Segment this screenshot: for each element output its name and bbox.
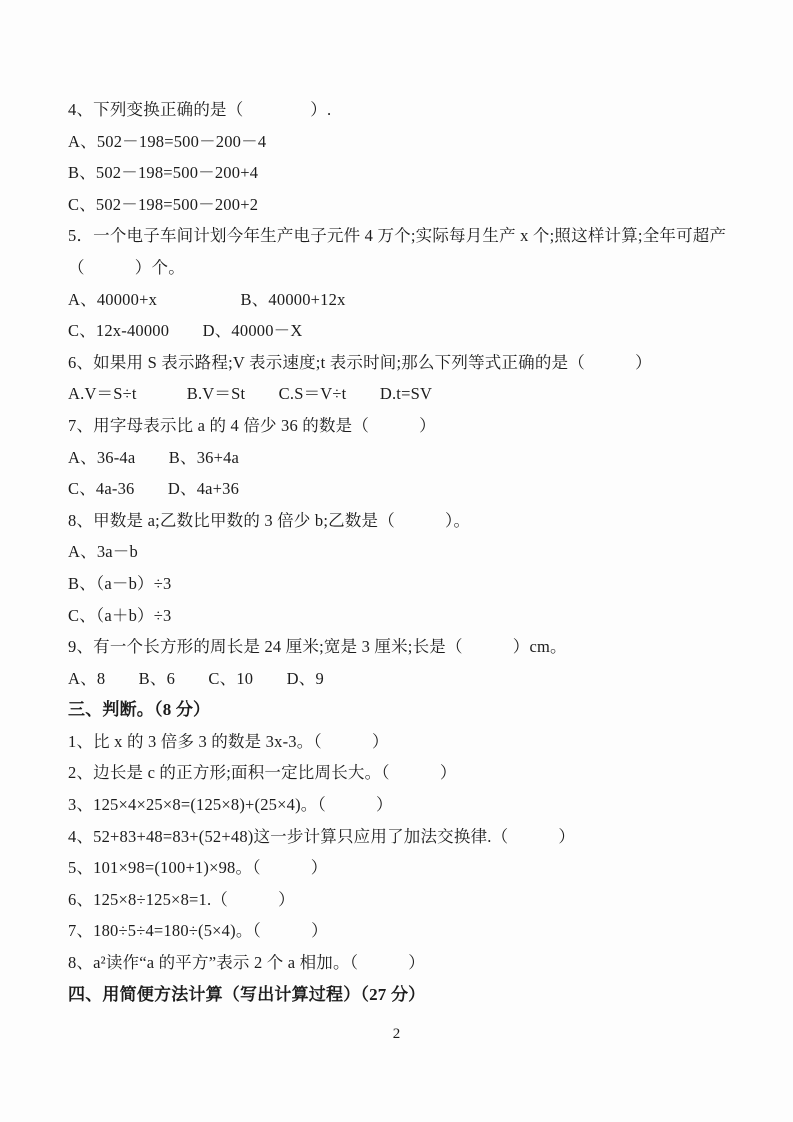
judgment-5: 5、101×98=(100+1)×98。（ ） — [68, 858, 328, 878]
q4-option-a: A、502－198=500－200－4 — [68, 131, 267, 151]
judgment-heading: 三、判断。（8 分） — [68, 700, 211, 720]
q9-options: A、8 B、6 C、10 D、9 — [68, 668, 324, 688]
q8-option-b: B、（a－b）÷3 — [68, 573, 172, 593]
judgment-2: 2、边长是 c 的正方形;面积一定比周长大。（ ） — [68, 763, 457, 783]
judgment-6: 6、125×8÷125×8=1.（ ） — [68, 889, 295, 909]
q7-options-cd: C、4a-36 D、4a+36 — [68, 479, 240, 499]
q8-option-c: C、（a＋b）÷3 — [68, 605, 172, 625]
q4-option-b: B、502－198=500－200+4 — [68, 163, 259, 183]
q5-options-ab: A、40000+x B、40000+12x — [68, 289, 346, 309]
q4-option-c: C、502－198=500－200+2 — [68, 194, 259, 214]
judgment-7: 7、180÷5÷4=180÷(5×4)。（ ） — [68, 921, 328, 941]
q6-options: A.V＝S÷t B.V＝St C.S＝V÷t D.t=SV — [68, 384, 433, 404]
q8-stem: 8、甲数是 a;乙数比甲数的 3 倍少 b;乙数是（ ）。 — [68, 510, 471, 530]
judgment-8: 8、a²读作“a 的平方”表示 2 个 a 相加。（ ） — [68, 953, 425, 973]
q4-stem: 4、下列变换正确的是（ ）. — [68, 100, 332, 119]
q9-stem: 9、有一个长方形的周长是 24 厘米;宽是 3 厘米;长是（ ）cm。 — [68, 637, 567, 657]
judgment-4: 4、52+83+48=83+(52+48)这一步计算只应用了加法交换律.（ ） — [68, 826, 576, 846]
q5-stem-continuation: （ ）个。 — [68, 257, 185, 277]
judgment-3: 3、125×4×25×8=(125×8)+(25×4)。（ ） — [68, 795, 393, 815]
q7-options-ab: A、36-4a B、36+4a — [68, 447, 240, 467]
q6-stem: 6、如果用 S 表示路程;V 表示速度;t 表示时间;那么下列等式正确的是（ ） — [68, 352, 652, 372]
page-number: 2 — [392, 1026, 401, 1042]
calculation-heading: 四、用简便方法计算（写出计算过程）（27 分） — [68, 984, 426, 1004]
q8-option-a: A、3a－b — [68, 542, 138, 562]
judgment-1: 1、比 x 的 3 倍多 3 的数是 3x-3。（ ） — [68, 731, 389, 751]
q5-stem: 5．一个电子车间计划今年生产电子元件 4 万个;实际每月生产 x 个;照这样计算;全年可超产 — [68, 226, 727, 246]
question-area — [68, 94, 758, 1010]
q7-stem: 7、用字母表示比 a 的 4 倍少 36 的数是（ ） — [68, 415, 436, 435]
q5-options-cd: C、12x-40000 D、40000－X — [68, 321, 303, 341]
